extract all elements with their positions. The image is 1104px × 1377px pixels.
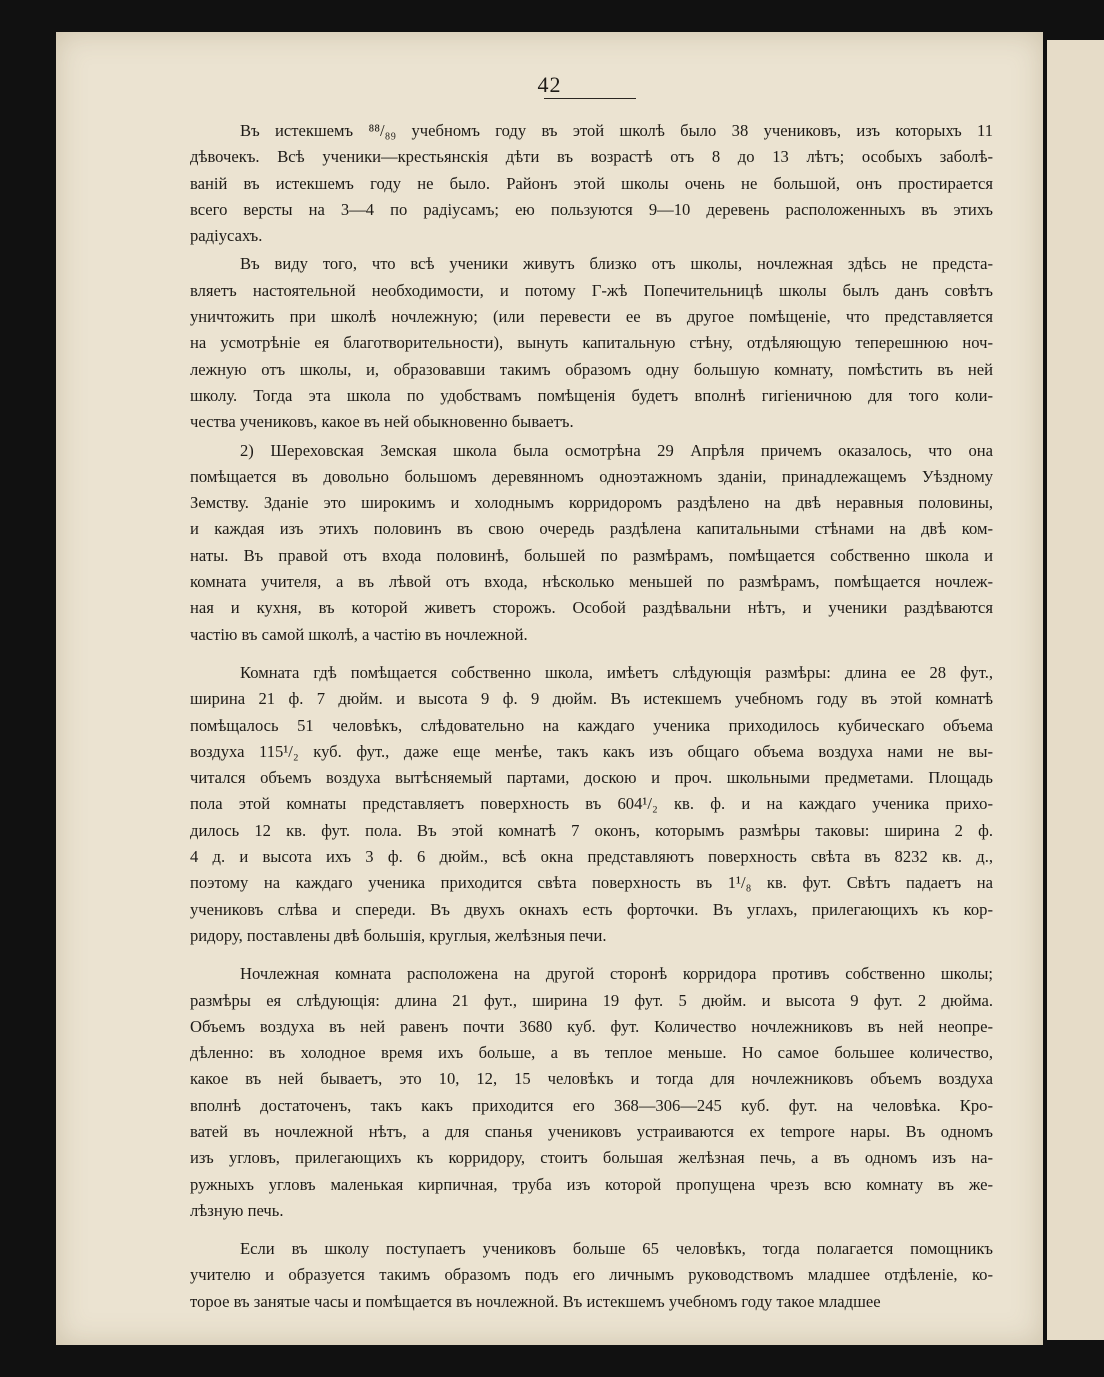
text-line: ваній въ истекшемъ году не было. Районъ этой школы очень не большой, онъ простирается — [190, 173, 993, 193]
next-page-edge — [1047, 40, 1104, 1340]
body-text — [190, 118, 993, 1317]
text-line: наты. Въ правой отъ входа половинѣ, большей по размѣрамъ, помѣщается собственно школа и — [190, 545, 993, 565]
text-line: Въ виду того, что всѣ ученики живутъ близко отъ школы, ночлежная здѣсь не предста- — [240, 254, 993, 274]
paragraph — [190, 961, 993, 1224]
text-line: поэтому на каждаго ученика приходится свѣта поверхность въ 1¹/₈ кв. фут. Свѣтъ падаетъ на — [190, 873, 993, 893]
text-line: пола этой комнаты представляетъ поверхность въ 604¹/₂ кв. ф. и на каждаго ученика прихо- — [190, 794, 993, 814]
text-line: ширина 21 ф. 7 дюйм. и высота 9 ф. 9 дюйм. Въ истекшемъ учебномъ году въ этой комнатѣ — [190, 689, 993, 709]
text-line: частію въ самой школѣ, а частію въ ночлежной. — [190, 624, 528, 644]
text-line: ная и кухня, въ которой живетъ сторожъ. Особой раздѣвальни нѣтъ, и ученики раздѣваются — [190, 598, 993, 618]
text-line: вляетъ настоятельной необходимости, и потому Г-жѣ Попечительницѣ школы былъ данъ совѣтъ — [190, 280, 993, 300]
paragraph — [190, 660, 993, 949]
text-line: размѣры ея слѣдующія: длина 21 фут., ширина 19 фут. 5 дюйм. и высота 9 фут. 2 дюйма. — [190, 990, 993, 1010]
paragraph — [190, 118, 993, 249]
page-number: 42 — [537, 72, 562, 97]
book-page — [56, 32, 1043, 1345]
paragraph — [190, 1236, 993, 1315]
text-line: изъ угловъ, прилегающихъ къ корридору, стоитъ большая желѣзная печь, а въ одномъ изъ на- — [190, 1148, 993, 1168]
text-line: и каждая изъ этихъ половинъ въ свою очередь раздѣлена капитальными стѣнами на двѣ ком- — [190, 519, 993, 539]
paragraph-gap — [190, 1226, 993, 1236]
text-line: радіусахъ. — [190, 226, 263, 246]
text-line: помѣщается въ довольно большомъ деревянномъ одноэтажномъ зданіи, принадлежащемъ Уѣздному — [190, 466, 993, 486]
text-line: воздуха 115¹/₂ куб. фут., даже еще менѣе, такъ какъ изъ общаго объема воздуха нами не вы- — [190, 741, 993, 761]
paragraph — [190, 438, 993, 648]
paragraph-gap — [190, 951, 993, 961]
text-line: учениковъ слѣва и спереди. Въ двухъ окнахъ есть форточки. Въ углахъ, прилегающихъ къ кор- — [190, 899, 993, 919]
text-line: ридору, поставлены двѣ большія, круглыя, желѣзныя печи. — [190, 925, 607, 945]
text-line: всего версты на 3—4 по радіусамъ; ею пользуются 9—10 деревень расположенныхъ въ этихъ — [190, 199, 993, 219]
text-line: Если въ школу поступаетъ учениковъ больше 65 человѣкъ, тогда полагается помощникъ — [240, 1239, 993, 1259]
text-line: вполнѣ достаточенъ, такъ какъ приходится его 368—306—245 куб. фут. на человѣка. Кро- — [190, 1095, 993, 1115]
paragraph-gap — [190, 650, 993, 660]
text-line: читался объемъ воздуха вытѣсняемый партами, доскою и проч. школьными предметами. Площадь — [190, 768, 993, 788]
text-line: Объемъ воздуха въ ней равенъ почти 3680 куб. фут. Количество ночлежниковъ въ ней неопре- — [190, 1016, 993, 1036]
text-line: Комната гдѣ помѣщается собственно школа, имѣетъ слѣдующія размѣры: длина ее 28 фут., — [240, 662, 993, 682]
text-line: ружныхъ угловъ маленькая кирпичная, труба изъ которой пропущена чрезъ всю комнату въ же- — [190, 1174, 993, 1194]
text-line: Ночлежная комната расположена на другой сторонѣ корридора противъ собственно школы; — [240, 964, 993, 984]
text-line: на усмотрѣніе ея благотворительности), вынуть капитальную стѣну, отдѣляющую теперешнюю ноч- — [190, 333, 993, 353]
text-line: дѣленно: въ холодное время ихъ больше, а въ теплое меньше. Но самое большее количество, — [190, 1043, 993, 1063]
text-line: лежную отъ школы, и, образовавши такимъ образомъ одну большую комнату, помѣстить въ ней — [190, 359, 993, 379]
text-line: школу. Тогда эта школа по удобствамъ помѣщенія будетъ вполнѣ гигіеничною для того коли- — [190, 385, 993, 405]
text-line: уничтожить при школѣ ночлежную; (или перевести ее въ другое помѣщеніе, что представляется — [190, 307, 993, 327]
text-line: 2) Шереховская Земская школа была осмотрѣна 29 Апрѣля причемъ оказалось, что она — [240, 440, 993, 460]
text-line: чества учениковъ, какое въ ней обыкновенно бываетъ. — [190, 412, 574, 432]
text-line: ватей въ ночлежной нѣтъ, а для спанья учениковъ устраиваются ех tempore нары. Въ одномъ — [190, 1121, 993, 1141]
text-line: Земству. Зданіе это широкимъ и холоднымъ корридоромъ раздѣлено на двѣ неравныя половины, — [190, 493, 993, 513]
page-number-rule — [544, 98, 636, 99]
paragraph — [190, 251, 993, 435]
text-line: какое въ ней бываетъ, это 10, 12, 15 человѣкъ и тогда для ночлежниковъ объемъ воздуха — [190, 1069, 993, 1089]
text-line: дѣвочекъ. Всѣ ученики—крестьянскія дѣти въ возрастѣ отъ 8 до 13 лѣтъ; особыхъ заболѣ- — [190, 147, 993, 167]
text-line: помѣщалось 51 человѣкъ, слѣдовательно на каждаго ученика приходилось кубическаго объема — [190, 715, 993, 735]
text-line: Въ истекшемъ ⁸⁸/₈₉ учебномъ году въ этой школѣ было 38 учениковъ, изъ которыхъ 11 — [240, 121, 993, 140]
text-line: учителю и образуется такимъ образомъ подъ его личнымъ руководствомъ младшее отдѣленіе, ко- — [190, 1265, 993, 1285]
text-line: 4 д. и высота ихъ 3 ф. 6 дюйм., всѣ окна представляютъ поверхность свѣта въ 8232 кв. д., — [190, 847, 993, 867]
text-line: лѣзную печь. — [190, 1200, 284, 1220]
text-line: дилось 12 кв. фут. пола. Въ этой комнатѣ 7 оконъ, которымъ размѣры таковы: ширина 2 ф. — [190, 820, 993, 840]
text-line: торое въ занятые часы и помѣщается въ ночлежной. Въ истекшемъ учебномъ году такое младшее — [190, 1291, 881, 1311]
text-line: комната учителя, а въ лѣвой отъ входа, нѣсколько меньшей по размѣрамъ, помѣщается ночлеж- — [190, 572, 993, 592]
